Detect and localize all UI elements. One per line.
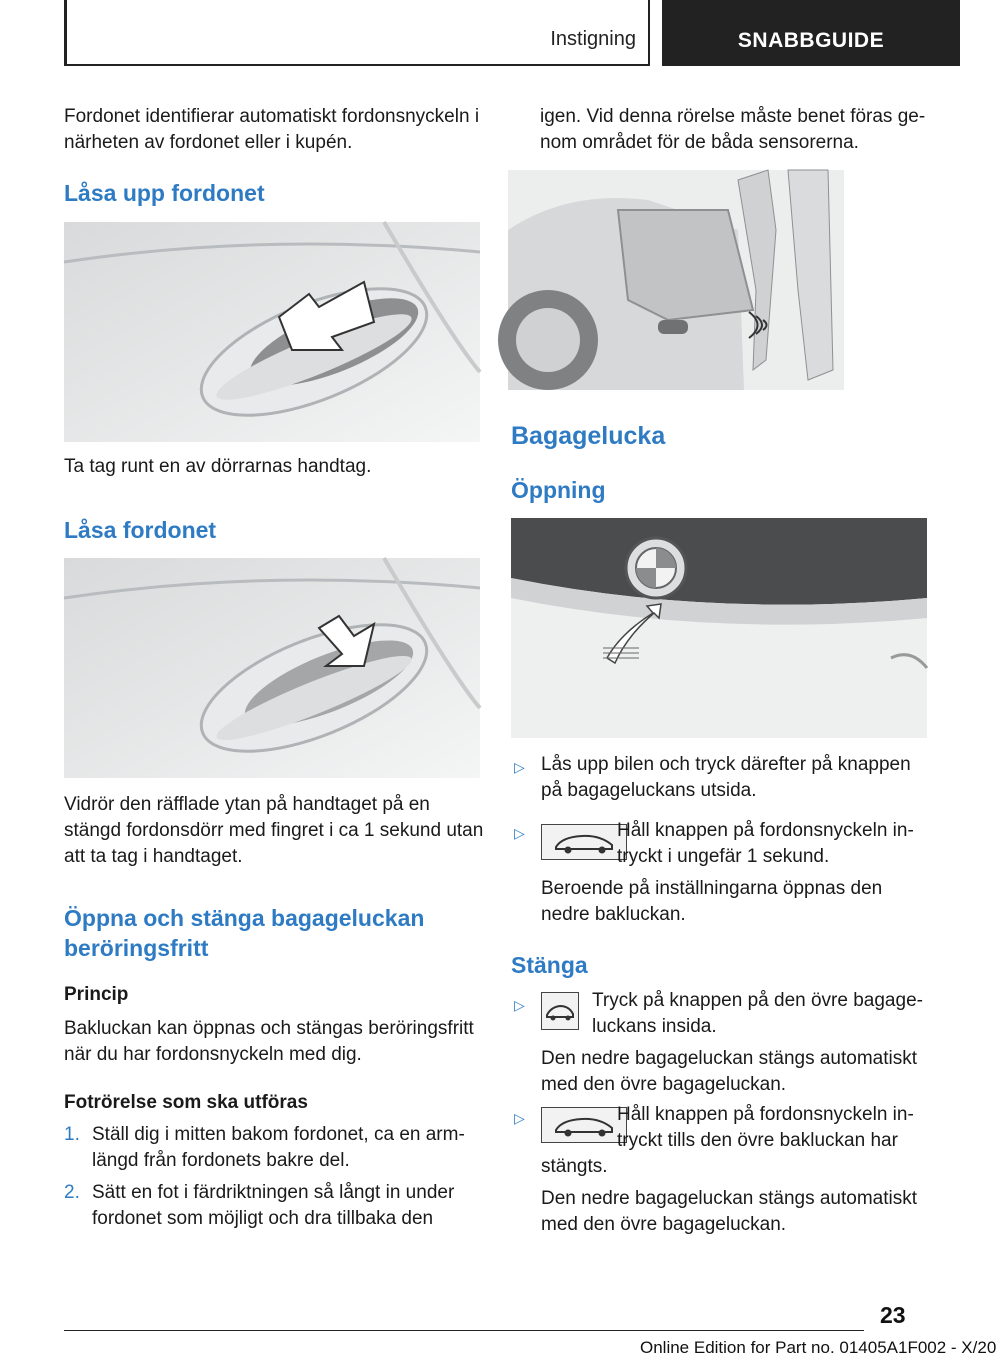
page-number: 23 (880, 1302, 906, 1328)
bullet-icon: ▷ (514, 825, 525, 841)
lock-text: Vidrör den räfflade ytan på handtaget på en stängd fordonsdörr med fingret i ca 1 sekund utan att ta tag i handtaget. (64, 794, 484, 867)
header-separator (648, 0, 650, 66)
trunk-heading: Bagagelucka (511, 422, 666, 450)
header-tab-label: SNABBGUIDE (737, 29, 885, 52)
principle-heading: Princip (64, 984, 129, 1005)
open-item-text: Håll knappen på fordonsnyckeln intryckt i ungefär 1 sekund. (617, 820, 914, 867)
close-note: Den nedre bagageluckan stängs automatiskt med den övre bagageluckan. (541, 1048, 918, 1095)
bullet-icon: ▷ (514, 1110, 525, 1126)
step-text: Sätt en fot i färdriktningen så långt in under fordonet som möjligt och dra tillbaka den (92, 1182, 455, 1229)
opening-heading: Öppning (511, 477, 606, 503)
foot-movement-illustration (508, 170, 844, 390)
edition-footer: Online Edition for Part no. 01405A1F002 - X/20 (640, 1338, 996, 1357)
header-bottom-rule (64, 64, 650, 66)
car-tailgate-icon (541, 1107, 627, 1143)
continued-paragraph: igen. Vid denna rörelse måste benet föras genom området för de båda sensorerna. (540, 106, 926, 153)
unlock-heading: Låsa upp fordonet (64, 180, 265, 206)
header-section-title: Instigning (550, 28, 636, 50)
close-item-text: Tryck på knappen på den övre bagageluckans insida. (592, 990, 923, 1037)
lock-heading: Låsa fordonet (64, 517, 217, 543)
door-handle-unlock-illustration (64, 222, 480, 442)
open-note: Beroende på inställningarna öppnas den nedre bakluckan. (541, 878, 883, 925)
header-tab[interactable] (662, 0, 960, 66)
header-left-rule (64, 0, 67, 66)
trunk-button-illustration (511, 518, 927, 738)
bullet-icon: ▷ (514, 997, 525, 1013)
step-number: 2. (64, 1182, 80, 1203)
close-item-text: Håll knappen på fordonsnyckeln intryckt tills den övre bakluckan har (617, 1104, 914, 1151)
bullet-icon: ▷ (514, 759, 525, 775)
footer-rule (64, 1330, 864, 1331)
open-item-text: Lås upp bilen och tryck därefter på knappen på bagageluckans utsida. (541, 754, 911, 801)
principle-text: Bakluckan kan öppnas och stängas beröringsfritt när du har fordonsnyckeln med dig. (64, 1018, 474, 1065)
car-tailgate-icon (541, 824, 627, 860)
touchless-heading: Öppna och stänga bagageluckan beröringsfritt (64, 905, 425, 961)
door-handle-lock-illustration (64, 558, 480, 778)
step-text: Ställ dig i mitten bakom fordonet, ca en armlängd från fordonets bakre del. (92, 1124, 465, 1171)
unlock-text: Ta tag runt en av dörrarnas handtag. (64, 456, 372, 477)
close-heading: Stänga (511, 952, 588, 978)
close-item-tail: stängts. (541, 1156, 608, 1177)
intro-paragraph: Fordonet identifierar automatiskt fordonsnyckeln i närheten av fordonet eller i kupén. (64, 106, 480, 153)
step-number: 1. (64, 1124, 80, 1145)
close-note: Den nedre bagageluckan stängs automatiskt med den övre bagageluckan. (541, 1188, 918, 1235)
foot-movement-heading: Fotrörelse som ska utföras (64, 1092, 308, 1113)
car-close-icon (541, 992, 579, 1030)
